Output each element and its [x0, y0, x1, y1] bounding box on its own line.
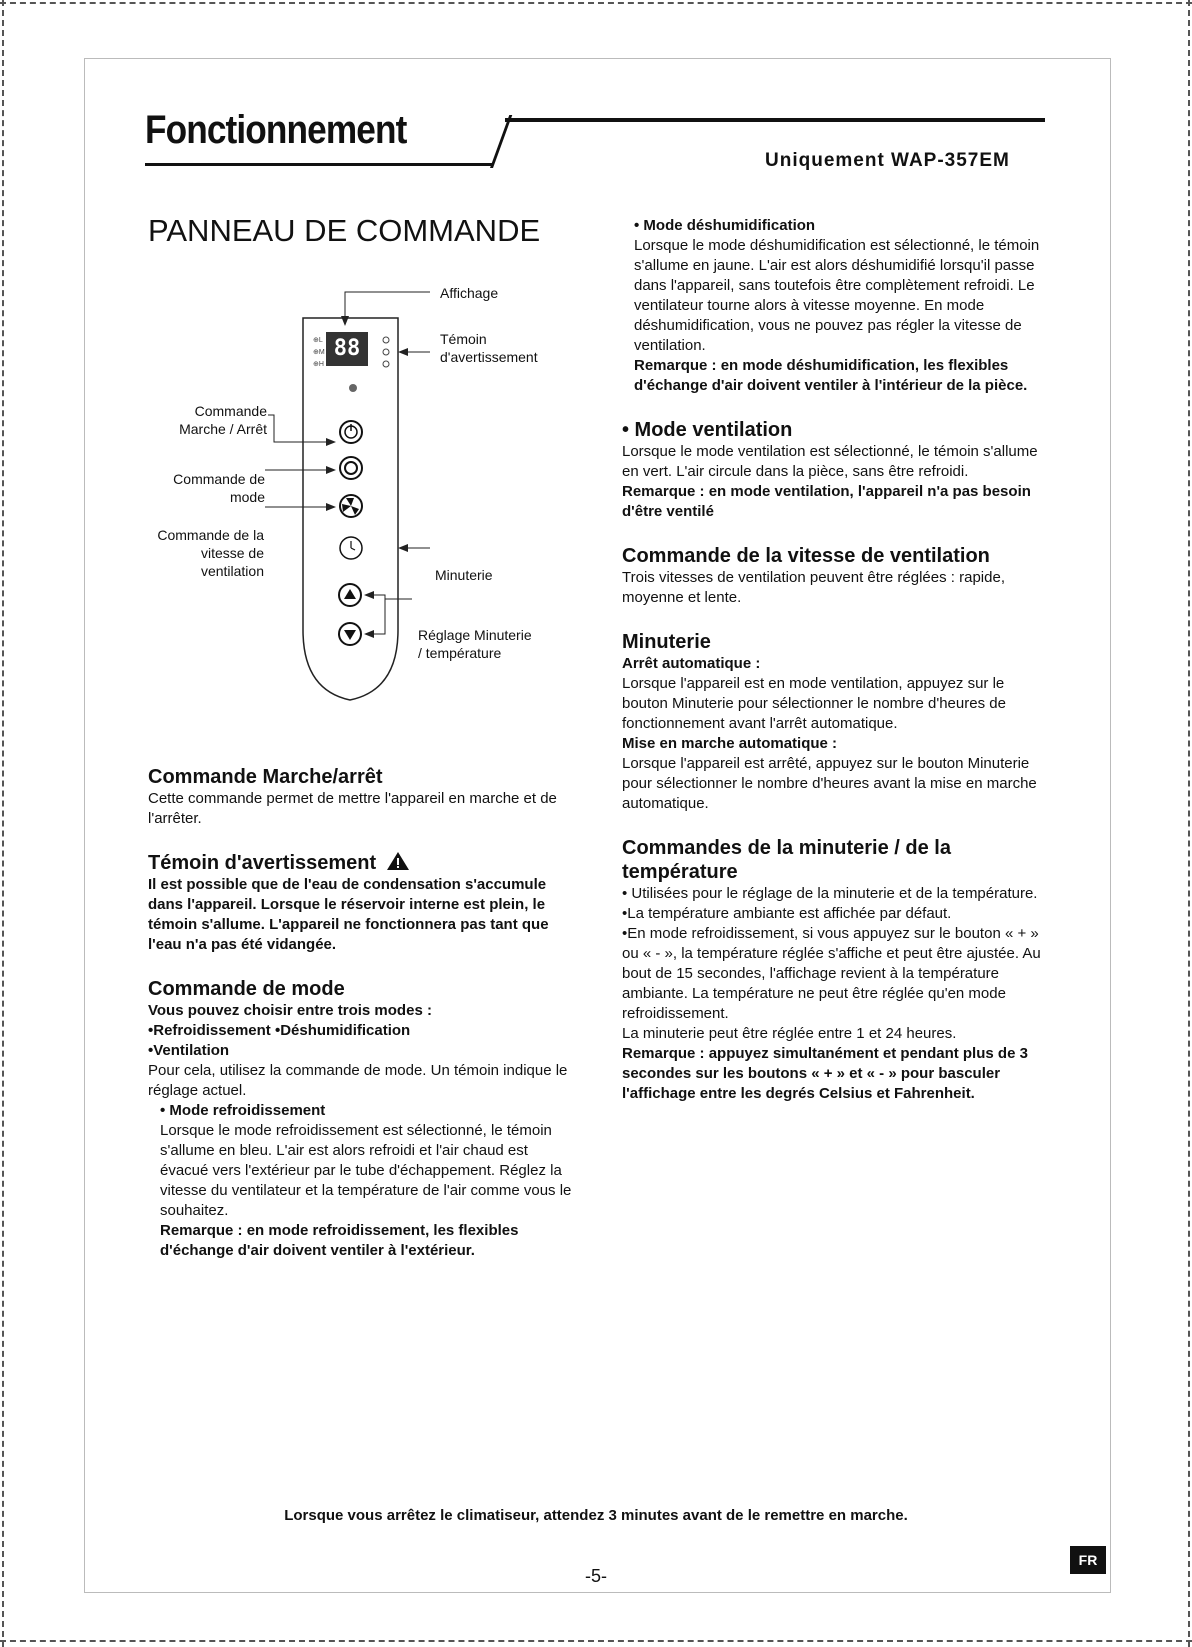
note-deshum: Remarque : en mode déshumidification, les flexibles d'échange d'air doivent ventiler à l'intérieur de la pièce.	[634, 357, 1028, 394]
mode-button-icon	[340, 457, 362, 479]
title-arret-auto: Arrêt automatique :	[622, 655, 761, 672]
page-title: Fonctionnement	[145, 108, 407, 152]
bullet-defaut: •La température ambiante est affichée par défaut.	[622, 905, 952, 922]
label-temoin-2: d'avertissement	[440, 349, 538, 365]
cut-line-top	[0, 2, 1192, 4]
title-underline	[145, 163, 493, 166]
title-marche-auto: Mise en marche automatique :	[622, 735, 838, 752]
text-mode-intro: Vous pouvez choisir entre trois modes :	[148, 1002, 432, 1019]
text-modes-line1: •Refroidissement •Déshumidification	[148, 1022, 411, 1039]
note-celsius: Remarque : appuyez simultanément et pendant plus de 3 secondes sur les boutons « + » et « - » pour basculer l'affichage entre les degrés Celsius et Fahrenheit.	[622, 1045, 1028, 1102]
label-minuterie: Minuterie	[435, 567, 493, 583]
label-marche-2: Marche / Arrêt	[179, 421, 267, 437]
label-temoin-1: Témoin	[440, 331, 487, 347]
label-marche-1: Commande	[194, 403, 267, 419]
text-mode: Pour cela, utilisez la commande de mode. Un témoin indique le réglage actuel.	[148, 1062, 568, 1099]
left-column	[148, 765, 578, 1261]
heading-marche: Commande Marche/arrêt	[148, 766, 383, 788]
cut-line-left	[2, 0, 4, 1647]
section-title: PANNEAU DE COMMANDE	[148, 213, 541, 248]
warning-icon	[386, 851, 410, 871]
note-ventilation: Remarque : en mode ventilation, l'appareil n'a pas besoin d'être ventilé	[622, 483, 1031, 520]
heading-minuterie: Minuterie	[622, 631, 711, 653]
heading-temoin: Témoin d'avertissement	[148, 851, 578, 875]
right-column	[622, 216, 1042, 1104]
text-modes-line2: •Ventilation	[148, 1042, 230, 1059]
text-marche: Cette commande permet de mettre l'appareil en marche et de l'arrêter.	[148, 790, 557, 827]
fan-speed-button-icon	[340, 495, 362, 517]
bullet-utilisees: • Utilisées pour le réglage de la minuterie et de la température.	[622, 885, 1038, 902]
label-vitesse-3: ventilation	[200, 563, 264, 579]
heading-mode: Commande de mode	[148, 978, 345, 1000]
label-reglage-2: / température	[418, 645, 502, 661]
text-ventilation: Lorsque le mode ventilation est sélectionné, le témoin s'allume en vert. L'air circule dans la pièce, sans être refroidi.	[622, 443, 1038, 480]
title-top-rule	[505, 118, 1045, 122]
cut-line-right	[1188, 0, 1190, 1647]
heading-ventilation: • Mode ventilation	[622, 419, 793, 441]
text-temoin: Il est possible que de l'eau de condensation s'accumule dans l'appareil. Lorsque le réservoir interne est plein, le témoin s'allume. L'appareil ne fonctionnera pas tant que l'eau n'a pas été vidangée.	[148, 876, 549, 953]
svg-text:⊕H: ⊕H	[313, 361, 324, 368]
bullet-refroid: •En mode refroidissement, si vous appuyez sur le bouton « + » ou « - », la température réglée s'affiche et peut être ajustée. Au bout de 15 secondes, l'affichage revient à la température ambiante. La température ne peut être réglée qu'en mode refroidissement.	[622, 925, 1041, 1022]
svg-text:⊕M: ⊕M	[313, 349, 325, 356]
model-tag: Uniquement WAP-357EM	[765, 150, 1010, 171]
text-marche-auto: Lorsque l'appareil est arrêté, appuyez sur le bouton Minuterie pour sélectionner le nombre d'heures avant la mise en marche automatique.	[622, 755, 1037, 812]
title-refroid: • Mode refroidissement	[160, 1102, 326, 1119]
indicator-dot	[349, 384, 357, 392]
power-button-icon	[340, 421, 362, 443]
heading-vitesse: Commande de la vitesse de ventilation	[622, 545, 990, 567]
footer-note: Lorsque vous arrêtez le climatiseur, attendez 3 minutes avant de le remettre en marche.	[284, 1507, 908, 1524]
timer-button-icon	[340, 537, 362, 559]
label-reglage-1: Réglage Minuterie	[418, 627, 532, 643]
label-vitesse-1: Commande de la	[157, 527, 264, 543]
up-button-icon	[339, 584, 361, 606]
text-arret-auto: Lorsque l'appareil est en mode ventilation, appuyez sur le bouton Minuterie pour sélectionner le nombre d'heures de fonctionnement avant l'arrêt automatique.	[622, 675, 1006, 732]
label-mode-2: mode	[229, 489, 265, 505]
control-panel-diagram	[140, 285, 580, 730]
down-button-icon	[339, 623, 361, 645]
heading-commandes-minuterie: Commandes de la minuterie / de la température	[622, 837, 951, 883]
cut-line-bottom	[0, 1640, 1192, 1642]
text-range: La minuterie peut être réglée entre 1 et 24 heures.	[622, 1025, 957, 1042]
label-vitesse-2: vitesse de	[200, 545, 264, 561]
text-vitesse: Trois vitesses de ventilation peuvent être réglées : rapide, moyenne et lente.	[622, 569, 1005, 606]
svg-text:⊕L: ⊕L	[313, 337, 323, 344]
note-refroid: Remarque : en mode refroidissement, les flexibles d'échange d'air doivent ventiler à l'extérieur.	[160, 1222, 519, 1259]
label-mode-1: Commande de	[173, 471, 265, 487]
label-affichage: Affichage	[440, 285, 499, 301]
text-refroid: Lorsque le mode refroidissement est sélectionné, le témoin s'allume en bleu. L'air est alors refroidi et l'air chaud est évacué vers l'extérieur par le tube d'échappement. Réglez la vitesse du ventilateur et la température de l'air comme vous le souhaitez.	[160, 1122, 572, 1219]
text-deshum: Lorsque le mode déshumidification est sélectionné, le témoin s'allume en jaune. L'air est alors déshumidifié lorsqu'il passe dans l'appareil, sans toutefois être complètement refroidi. Le ventilateur tourne alors à vitesse moyenne. En mode déshumidification, vous ne pouvez pas régler la vitesse de ventilation.	[634, 237, 1040, 354]
display-value: 88	[333, 336, 361, 361]
page-number: -5-	[585, 1566, 607, 1586]
language-badge: FR	[1070, 1546, 1106, 1574]
title-deshum: • Mode déshumidification	[634, 217, 816, 234]
